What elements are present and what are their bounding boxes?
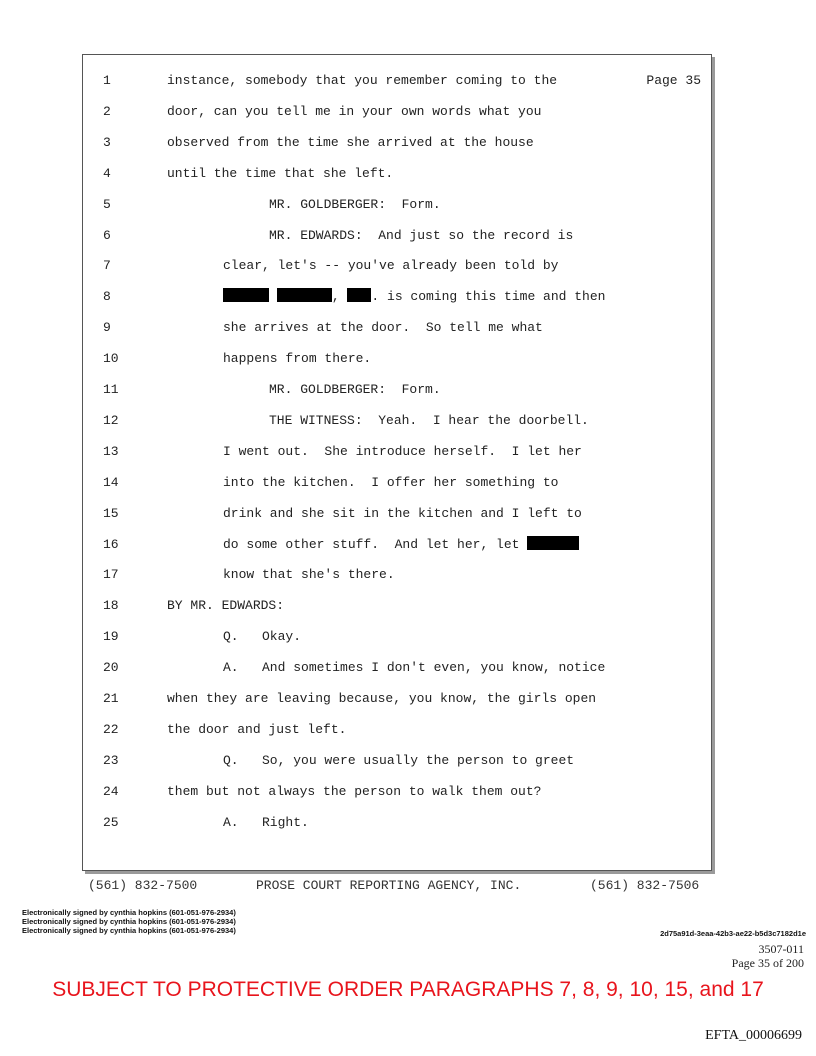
transcript-line [83, 720, 711, 740]
line-text: BY MR. EDWARDS: [167, 598, 285, 614]
line-number: 16 [103, 536, 119, 552]
transcript-line [83, 164, 711, 184]
page-label: Page 35 [646, 73, 701, 88]
transcript-line [83, 287, 711, 307]
transcript-line [83, 813, 711, 833]
line-number: 17 [103, 567, 119, 583]
line-text: the door and just left. [167, 721, 347, 737]
signature-line: Electronically signed by cynthia hopkins (601-051-976-2934) [22, 908, 236, 917]
line-number: 14 [103, 474, 119, 490]
redaction-block [223, 288, 269, 302]
transcript-line [83, 256, 711, 276]
signature-line: Electronically signed by cynthia hopkins (601-051-976-2934) [22, 926, 236, 935]
line-text: drink and she sit in the kitchen and I left to [223, 505, 582, 521]
line-text: happens from there. [223, 351, 372, 367]
line-number: 6 [103, 227, 111, 243]
line-number: 18 [103, 598, 119, 614]
line-number: 5 [103, 196, 111, 212]
line-number: 10 [103, 351, 119, 367]
transcript-line [83, 380, 711, 400]
protective-order-notice: SUBJECT TO PROTECTIVE ORDER PARAGRAPHS 7, 8, 9, 10, 15, and 17 [52, 978, 764, 1001]
line-text: know that she's there. [223, 567, 395, 583]
line-number: 24 [103, 783, 119, 799]
line-number: 4 [103, 165, 111, 181]
transcript-line [83, 565, 711, 585]
line-text: door, can you tell me in your own words what you [167, 103, 542, 119]
transcript-line [83, 596, 711, 616]
transcript-line [83, 411, 711, 431]
transcript-line [83, 226, 711, 246]
line-text: A. And sometimes I don't even, you know, notice [223, 660, 606, 676]
line-text [223, 535, 579, 555]
line-number: 11 [103, 382, 119, 397]
line-text: , . is coming this time and then [223, 287, 605, 307]
line-text: I went out. She introduce herself. I let her [223, 443, 582, 459]
line-number: 7 [103, 258, 111, 274]
line-text-fragment: . is coming this time and then [371, 289, 606, 305]
line-number: 19 [103, 629, 119, 645]
line-text: A. Right. [223, 814, 309, 830]
document-hash: 2d75a91d-3eaa-42b3-ae22-b5d3c7182d1e [660, 929, 806, 938]
redaction-block [277, 288, 332, 302]
line-number: 23 [103, 752, 119, 768]
line-number: 15 [103, 505, 119, 521]
signature-block [22, 908, 236, 935]
line-text: instance, somebody that you remember coming to the [167, 73, 558, 88]
page-of-total: Page 35 of 200 [731, 956, 804, 970]
transcript-line [83, 627, 711, 647]
line-number: 12 [103, 412, 119, 428]
redaction-block [347, 288, 371, 302]
transcript-line [83, 195, 711, 215]
transcript-line [83, 442, 711, 462]
line-number: 9 [103, 320, 111, 336]
line-text: she arrives at the door. So tell me what [223, 320, 543, 336]
transcript-line [83, 102, 711, 122]
signature-line: Electronically signed by cynthia hopkins (601-051-976-2934) [22, 917, 236, 926]
document-number: 3507-011 [758, 942, 804, 956]
footer-agency: PROSE COURT REPORTING AGENCY, INC. [256, 878, 522, 893]
transcript-line [83, 133, 711, 153]
line-text: into the kitchen. I offer her something to [223, 474, 559, 490]
line-text: observed from the time she arrived at the house [167, 134, 534, 150]
line-number: 21 [103, 691, 119, 706]
line-text: Q. So, you were usually the person to greet [223, 752, 575, 768]
bates-number: EFTA_00006699 [705, 1028, 802, 1043]
line-text: Q. Okay. [223, 629, 302, 645]
line-text: clear, let's -- you've already been told by [223, 258, 559, 274]
transcript-line [83, 535, 711, 555]
line-text: until the time that she left. [167, 165, 394, 181]
line-text: MR. EDWARDS: And just so the record is [269, 227, 574, 243]
line-number: 22 [103, 721, 119, 737]
line-text: MR. GOLDBERGER: Form. [269, 382, 441, 397]
transcript-frame [82, 54, 712, 871]
line-number: 13 [103, 443, 119, 459]
line-text: them but not always the person to walk them out? [167, 783, 542, 799]
transcript-line [83, 689, 711, 709]
transcript-line [83, 318, 711, 338]
line-text: MR. GOLDBERGER: Form. [269, 196, 441, 212]
line-number: 3 [103, 134, 111, 150]
transcript-line [83, 71, 711, 91]
line-text: THE WITNESS: Yeah. I hear the doorbell. [269, 412, 589, 428]
redaction-block [527, 536, 579, 550]
transcript-line [83, 751, 711, 771]
line-text: when they are leaving because, you know, the girls open [167, 691, 597, 706]
transcript-line [83, 504, 711, 524]
line-number: 1 [103, 73, 111, 88]
transcript-line [83, 349, 711, 369]
line-number: 25 [103, 814, 119, 830]
line-number: 20 [103, 660, 119, 676]
line-number: 2 [103, 103, 111, 119]
line-text-fragment: do some other stuff. And let her, let [223, 536, 520, 552]
transcript-line [83, 473, 711, 493]
footer-phone-right: (561) 832-7506 [590, 878, 700, 893]
footer-phone-left: (561) 832-7500 [88, 878, 198, 893]
transcript-line [83, 782, 711, 802]
line-number: 8 [103, 289, 111, 305]
transcript-line [83, 658, 711, 678]
